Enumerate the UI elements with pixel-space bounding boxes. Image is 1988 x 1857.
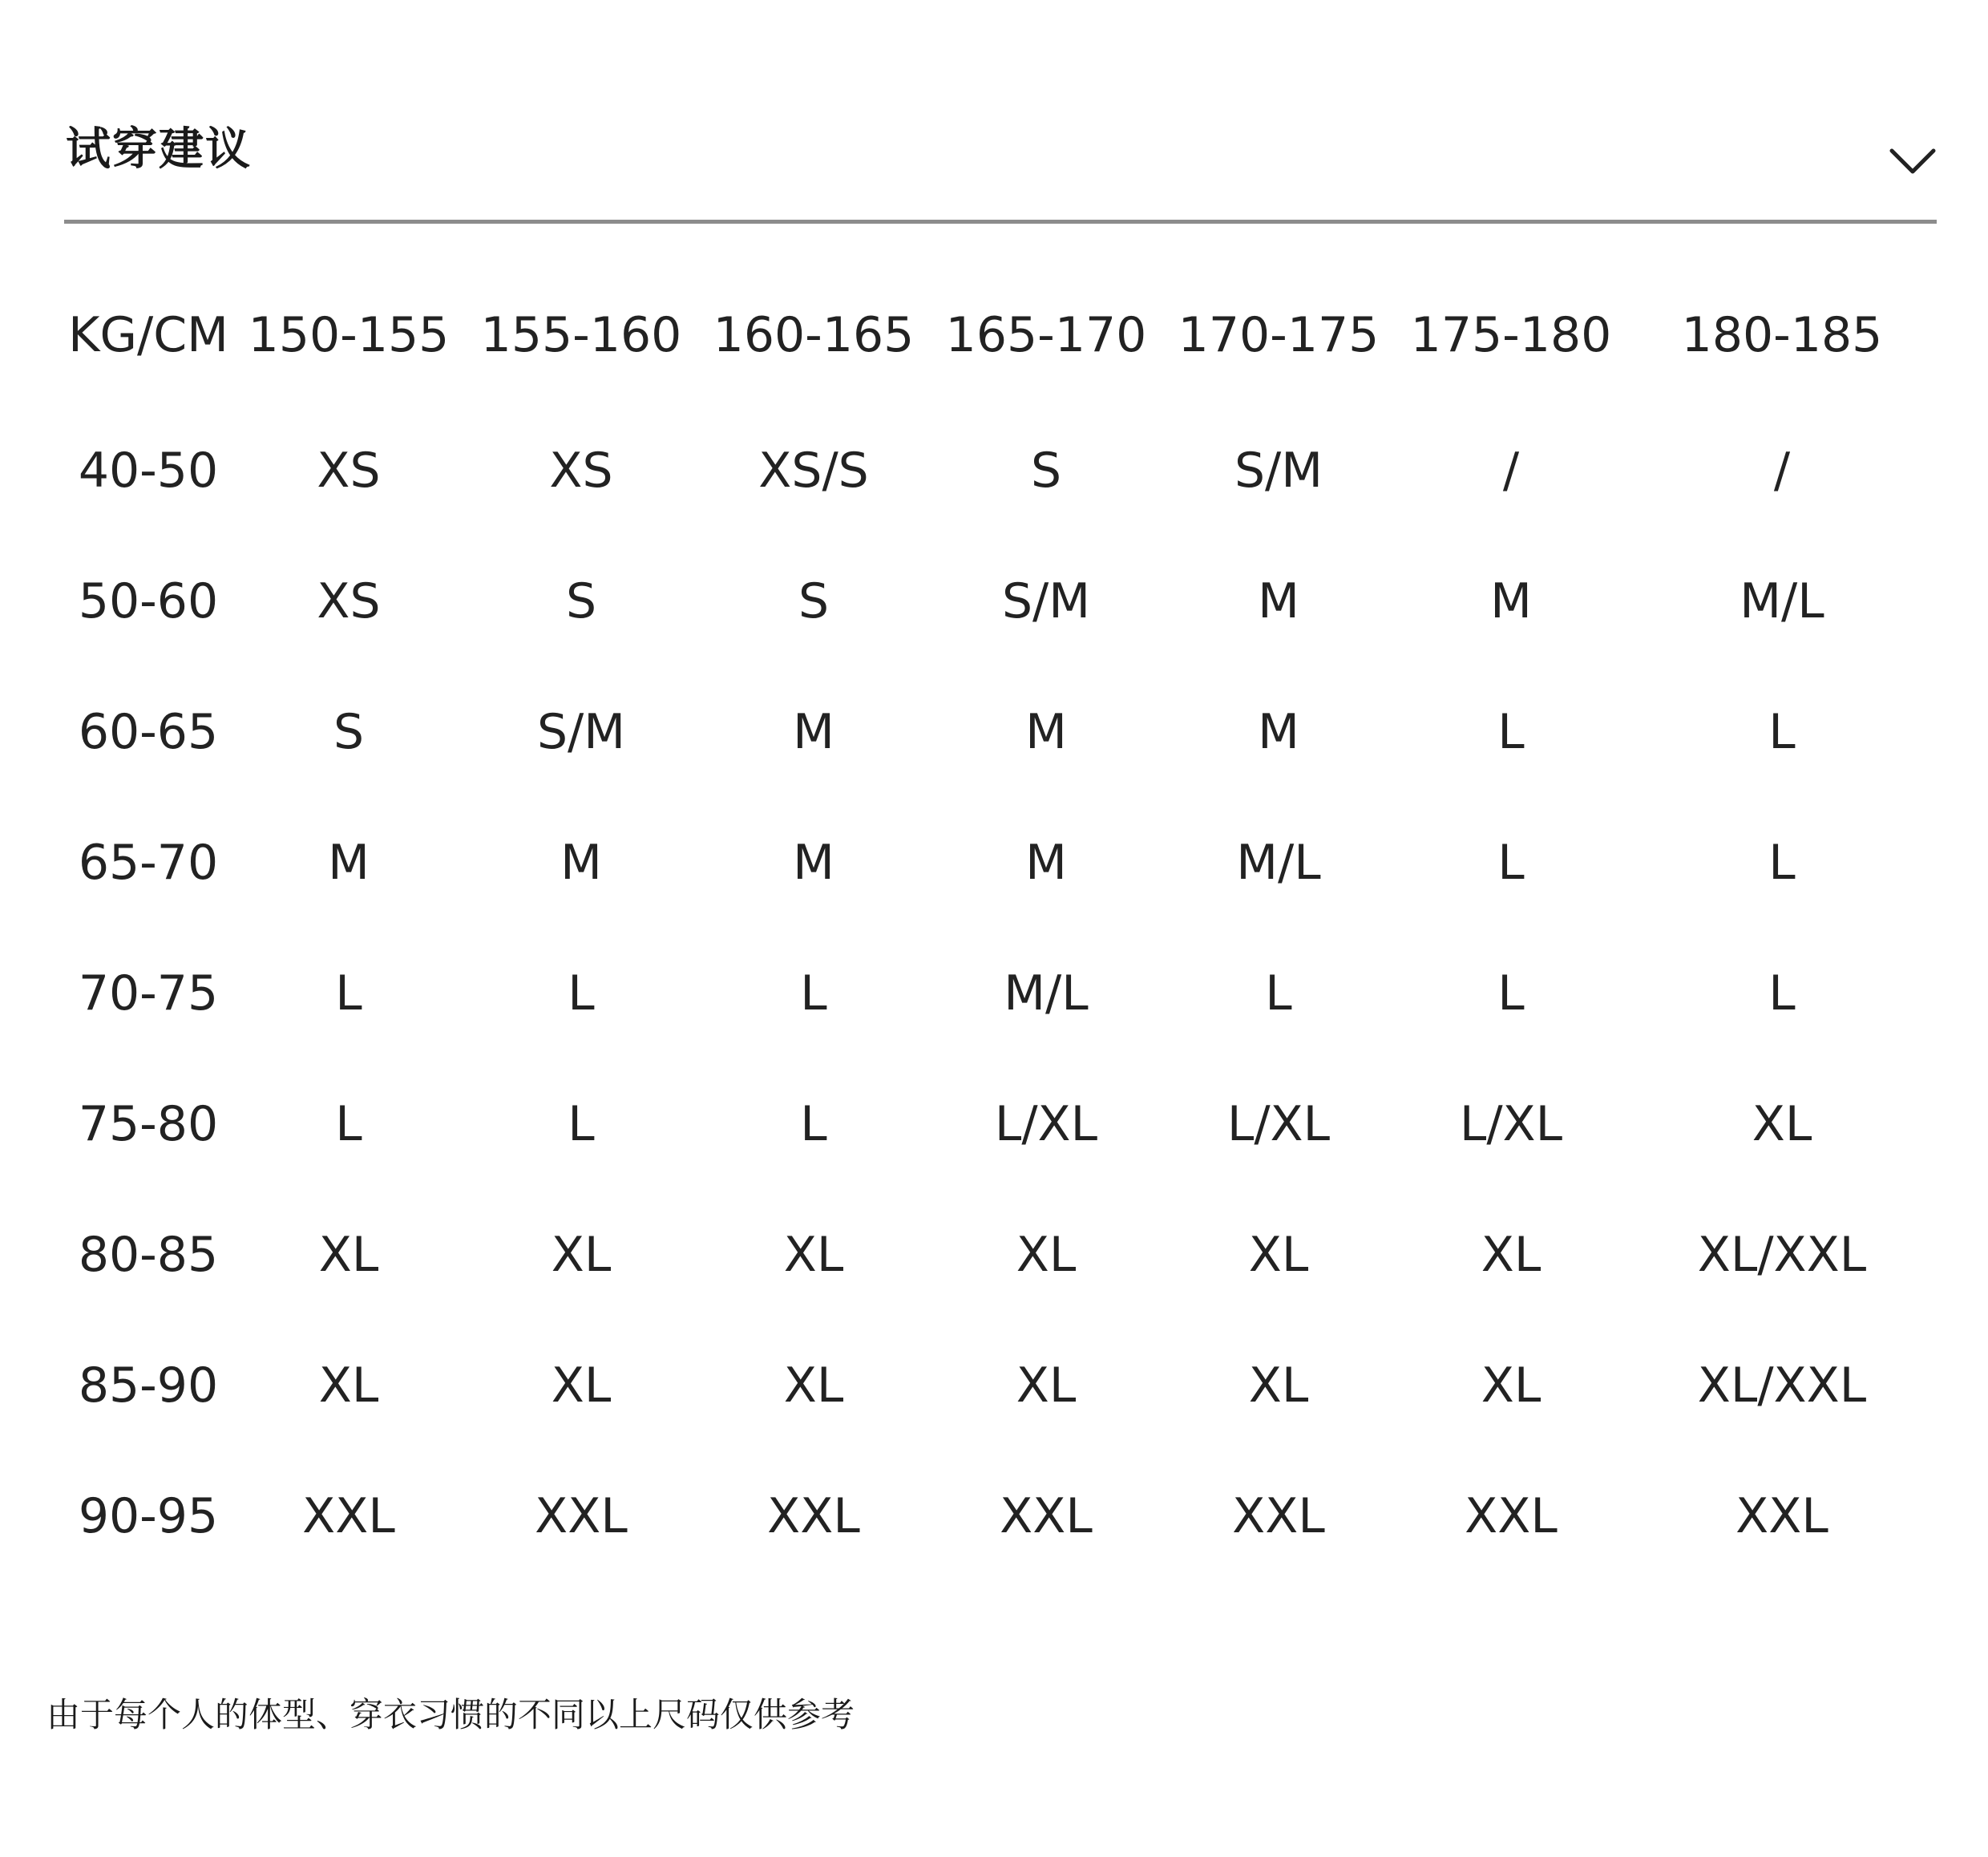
size-cell: XL/XXL — [1697, 1357, 1867, 1414]
table-row — [64, 1189, 1937, 1320]
size-cell: XL — [1752, 1095, 1812, 1152]
weight-label: 85-90 — [78, 1357, 219, 1414]
size-cell: L — [1497, 965, 1525, 1022]
size-cell: L/XL — [1226, 1095, 1331, 1152]
weight-label: 60-65 — [78, 703, 219, 760]
weight-label: 70-75 — [78, 965, 219, 1022]
size-cell: XL — [1481, 1226, 1542, 1283]
size-cell: L — [1768, 834, 1796, 891]
size-cell: M/L — [1004, 965, 1089, 1022]
size-cell: L/XL — [994, 1095, 1098, 1152]
height-header: 160-165 — [713, 306, 915, 363]
height-header: 155-160 — [480, 306, 682, 363]
size-cell: XS — [317, 442, 381, 499]
weight-label: 80-85 — [78, 1226, 219, 1283]
weight-label: 90-95 — [78, 1487, 219, 1544]
size-cell: XL — [318, 1357, 379, 1414]
height-header: 165-170 — [945, 306, 1147, 363]
table-row — [64, 405, 1937, 536]
table-row — [64, 928, 1937, 1058]
table-row — [64, 1320, 1937, 1450]
weight-label: 50-60 — [78, 572, 219, 629]
height-header-row — [64, 265, 1937, 405]
size-cell: XS/S — [758, 442, 869, 499]
height-header: 150-155 — [248, 306, 450, 363]
size-cell: S/M — [536, 703, 626, 760]
fitting-advice-header[interactable] — [64, 96, 1937, 225]
size-cell: L — [800, 965, 827, 1022]
size-cell: XL — [783, 1357, 844, 1414]
size-cell: XL — [1248, 1226, 1309, 1283]
size-cell: S — [1030, 442, 1062, 499]
size-cell: L/XL — [1459, 1095, 1563, 1152]
size-cell: XL — [551, 1226, 612, 1283]
header-divider — [64, 220, 1937, 224]
size-cell: XL — [1016, 1226, 1077, 1283]
size-cell: S/M — [1001, 572, 1091, 629]
size-cell: XL — [318, 1226, 379, 1283]
size-cell: XL — [551, 1357, 612, 1414]
size-cell: M — [793, 834, 834, 891]
weight-label: 40-50 — [78, 442, 219, 499]
height-header: 170-175 — [1178, 306, 1380, 363]
size-cell: L — [568, 1095, 595, 1152]
size-cell: XXL — [1232, 1487, 1325, 1544]
table-row — [64, 1450, 1937, 1581]
size-cell: L — [335, 965, 362, 1022]
size-cell: XL — [1016, 1357, 1077, 1414]
size-cell: M — [1025, 834, 1067, 891]
size-cell: M/L — [1740, 572, 1824, 629]
size-cell: S — [798, 572, 830, 629]
size-cell: L — [1497, 834, 1525, 891]
height-header: 180-185 — [1681, 306, 1883, 363]
disclaimer-note: 由于每个人的体型、穿衣习惯的不同以上尺码仅供参考 — [46, 1695, 855, 1734]
size-cell: XXL — [1735, 1487, 1828, 1544]
size-cell: L — [800, 1095, 827, 1152]
section-title: 试穿建议 — [66, 123, 252, 176]
size-cell: XL — [783, 1226, 844, 1283]
table-row — [64, 666, 1937, 797]
size-cell: L — [1497, 703, 1525, 760]
size-cell: XL — [1481, 1357, 1542, 1414]
size-cell: M — [560, 834, 602, 891]
size-cell: XXL — [1000, 1487, 1093, 1544]
table-row — [64, 536, 1937, 666]
size-cell: L — [1768, 703, 1796, 760]
size-cell: S — [333, 703, 365, 760]
size-cell: XS — [317, 572, 381, 629]
size-cell: / — [1773, 442, 1791, 499]
size-cell: M — [1258, 572, 1299, 629]
size-cell: L — [335, 1095, 362, 1152]
size-cell: S/M — [1234, 442, 1323, 499]
table-row — [64, 797, 1937, 928]
size-cell: S — [565, 572, 597, 629]
weight-label: 65-70 — [78, 834, 219, 891]
size-cell: XS — [549, 442, 613, 499]
size-cell: XL — [1248, 1357, 1309, 1414]
size-cell: XXL — [302, 1487, 395, 1544]
size-cell: M/L — [1236, 834, 1321, 891]
size-cell: XXL — [767, 1487, 860, 1544]
size-cell: M — [328, 834, 370, 891]
size-cell: M — [1025, 703, 1067, 760]
size-cell: XL/XXL — [1697, 1226, 1867, 1283]
chevron-down-icon[interactable] — [1889, 146, 1937, 178]
size-cell: M — [1490, 572, 1532, 629]
size-cell: M — [1258, 703, 1299, 760]
corner-label: KG/CM — [68, 306, 228, 363]
size-cell: XXL — [535, 1487, 628, 1544]
size-cell: L — [568, 965, 595, 1022]
size-cell: XXL — [1465, 1487, 1558, 1544]
size-cell: L — [1265, 965, 1292, 1022]
weight-label: 75-80 — [78, 1095, 219, 1152]
table-row — [64, 1058, 1937, 1189]
size-chart-table — [64, 265, 1937, 1581]
size-cell: / — [1502, 442, 1520, 499]
size-cell: M — [793, 703, 834, 760]
size-cell: L — [1768, 965, 1796, 1022]
height-header: 175-180 — [1410, 306, 1612, 363]
